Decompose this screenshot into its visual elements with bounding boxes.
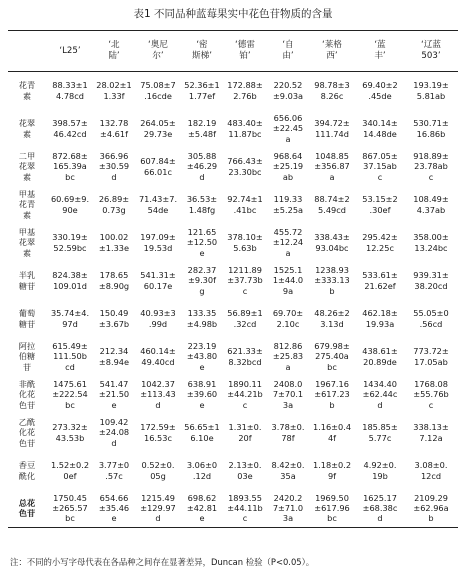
column-header: ‘密 斯梯’ [182,31,222,72]
table-cell: 71.43±7. 54de [138,194,178,215]
table-cell: 438.61± 20.89de [362,346,398,367]
table-cell: 698.62 ±42.81 e [182,490,222,528]
table-row [8,338,458,376]
table-footnote: 注：不同的小写字母代表在各品种之间存在显著差异，Duncan 检验（P<0.05）。 [10,557,315,567]
table-cell: 182.19 ±5.48f [187,118,217,139]
table-cell: 1215.49 ±129.97 d [134,490,182,528]
table-cell: 1042.37 ±113.43 d [140,378,176,410]
header-row [8,31,458,72]
table-cell: 56.65±1 6.10e [184,422,220,443]
table-cell: 2.13±0. 03e [228,460,262,481]
table-cell: 621.33± 8.32bcd [227,346,263,367]
table-cell: 1434.40 ±62.44c d [362,378,398,410]
row-label: 花青 素 [18,80,36,101]
table-cell: 56.89±1 .32cd [227,308,263,329]
table-cell: 366.96 ±30.59 d [98,150,130,182]
row-label: 二甲 花翠 素 [18,150,36,182]
row-label: 乙酰 化花 色苷 [18,416,36,448]
corner-cell [8,31,46,72]
table-cell: 69.40±2 .45de [362,80,398,101]
table-cell: 172.88± 2.76b [227,80,263,101]
table-cell: 109.42 ±24.08 d [98,416,130,448]
table-row [8,452,458,490]
table-cell: 872.68± 165.39a bc [52,150,88,182]
table-cell: 1211.89 ±37.73b c [227,264,263,296]
table-cell: 3.77±0 .57c [98,460,130,481]
table-cell: 541.31± 60.17e [140,270,176,291]
table-cell: 398.57± 46.42cd [52,118,88,139]
table-cell: 462.18± 19.93a [362,308,398,329]
table-cell: 223.19 ±43.80 e [186,340,218,372]
table-cell: 1475.61 ±222.54 bc [52,378,88,410]
table-cell: 1969.50 ±617.96 bc [308,490,356,528]
table-cell: 133.35 ±4.98b [186,308,218,329]
table-cell: 28.02±1 1.33f [96,80,132,101]
table-cell: 1.31±0. 20f [228,422,262,443]
table-cell: 55.05±0 .56cd [413,308,449,329]
table-row [8,376,458,414]
table-cell: 338.43± 93.04bc [314,232,350,253]
table-cell: 460.14± 49.40cd [140,346,176,367]
table-cell: 867.05± 37.15ab c [362,150,398,182]
table-cell: 615.49± 111.50b cd [52,340,88,372]
table-cell: 69.70± 2.10c [272,308,304,329]
table-row [8,72,458,110]
table-cell: 3.08±0. 12cd [414,460,448,481]
table-cell: 654.66 ±35.46 e [94,490,134,528]
row-label: 葡萄 糖苷 [18,308,36,329]
table-cell: 541.47 ±21.50 e [98,378,130,410]
table-cell: 40.93±3 .99d [140,308,176,329]
table-cell: 35.74±4. 97d [50,308,90,329]
table-cell: 340.14± 14.48de [362,118,398,139]
table-cell: 264.05± 29.73e [140,118,176,139]
column-header: ‘自 由’ [268,31,308,72]
table-cell: 92.74±1 .41bc [227,194,263,215]
column-header: ‘辽蓝 503’ [404,31,458,72]
table-cell: 1893.55 ±44.11b c [222,490,268,528]
column-header: ‘L25’ [46,31,94,72]
table-cell: 2109.29 ±62.96a b [404,490,458,528]
table-cell: 1750.45 ±265.57 bc [46,490,94,528]
table-cell: 394.72± 111.74d [314,118,350,139]
table-cell: 282.37 ±9.30f g [187,264,217,296]
table-cell: 4.92±0. 19b [363,460,397,481]
table-cell: 533.61± 21.62ef [362,270,398,291]
row-label: 花翠 素 [18,118,36,139]
table-cell: 121.65 ±12.50 e [186,226,218,258]
table-cell: 100.02 ±1.33e [98,232,130,253]
table-cell: 220.52 ±9.03a [272,80,304,101]
table-cell: 1890.11 ±44.21b c [227,378,263,410]
table-cell: 638.91 ±39.60 e [186,378,218,410]
table-cell: 295.42± 12.25c [362,232,398,253]
row-label: 总花 色苷 [8,490,46,528]
table-cell: 455.72 ±12.24 a [272,226,304,258]
table-cell: 358.00± 13.24bc [413,232,449,253]
table-cell: 88.74±2 5.49cd [314,194,350,215]
row-label: 甲基 花翠 素 [18,226,36,258]
table-cell: 812.86 ±25.83 a [272,340,304,372]
table-cell: 378.10± 5.63b [227,232,263,253]
table-cell: 26.89± 0.73g [98,194,130,215]
table-cell: 150.49 ±3.67b [98,308,130,329]
table-cell: 305.88 ±46.29 d [186,150,218,182]
table-cell: 98.78±3 8.26c [314,80,350,101]
table-cell: 939.31± 38.20cd [413,270,449,291]
table-cell: 330.19± 52.59bc [52,232,88,253]
row-label: 半乳 糖苷 [18,270,36,291]
table-row [8,262,458,300]
table-cell: 1.52±0.2 0ef [50,460,90,481]
table-cell: 824.38± 109.01d [52,270,88,291]
table-cell: 338.13± 7.12a [413,422,449,443]
table-row [8,300,458,338]
table-cell: 75.08±7 .16cde [140,80,176,101]
table-cell: 1048.85 ±356.87 a [314,150,350,182]
row-label: 阿拉 伯糖 苷 [18,340,36,372]
table-cell: 968.64 ±25.19 ab [272,150,304,182]
table-cell: 8.42±0. 35a [271,460,305,481]
table-cell: 53.15±2 .30ef [362,194,398,215]
table-cell: 273.32± 43.53b [52,422,88,443]
table-cell: 1.16±0.4 4f [312,422,352,443]
row-label: 甲基 花青 素 [18,188,36,220]
row-label: 非酰 化花 色苷 [18,378,36,410]
table-cell: 212.34 ±8.94e [98,346,130,367]
table-row [8,224,458,262]
table-cell: 679.98± 275.40a bc [314,340,350,372]
table-cell: 108.49± 4.37ab [413,194,449,215]
table-cell: 918.89± 23.78ab c [413,150,449,182]
row-label: 香豆 酰化 [18,460,36,481]
table-cell: 2408.0 7±70.1 3a [272,378,304,410]
table-row [8,110,458,148]
table-cell: 178.65 ±8.90g [98,270,130,291]
table-cell: 1238.93 ±333.13 b [314,264,350,296]
table-body [8,72,458,528]
table-cell: 119.33 ±5.25a [272,194,304,215]
table-cell: 773.72± 17.05ab [413,346,449,367]
table-cell: 88.33±1 4.78cd [52,80,88,101]
table-cell: 3.78±0. 78f [271,422,305,443]
table-cell: 766.43± 23.30bc [227,156,263,177]
table-row [8,186,458,224]
table-cell: 197.09± 19.53d [140,232,176,253]
table-cell: 60.69±9. 90e [50,194,90,215]
column-header: ‘奥尼 尔’ [134,31,182,72]
table-cell: 483.40± 11.87bc [227,118,263,139]
table-cell: 52.36±1 1.77ef [184,80,220,101]
table-cell: 1.18±0.2 9f [312,460,352,481]
column-header: ‘德雷 铂’ [222,31,268,72]
table-row [8,490,458,528]
table-cell: 193.19± 5.81ab [413,80,449,101]
table-title: 表1 不同品种蓝莓果实中花色苷物质的含量 [133,8,333,20]
table-cell: 132.78 ±4.61f [99,118,129,139]
table-row [8,414,458,452]
table-cell: 3.06±0 .12d [186,460,218,481]
column-header: ‘北 陆’ [94,31,134,72]
table-cell: 2420.2 7±71.0 3a [268,490,308,528]
table-cell: 1967.16 ±617.23 b [314,378,350,410]
column-header: ‘莱格 西’ [308,31,356,72]
table-cell: 607.84± 66.01c [140,156,176,177]
table-cell: 530.71± 16.86b [413,118,449,139]
table-cell: 1525.1 1±44.0 9a [272,264,304,296]
table-cell: 36.53± 1.48fg [186,194,218,215]
column-header: ‘蓝 丰’ [356,31,404,72]
anthocyanin-table [8,30,458,528]
table-row [8,148,458,186]
table-cell: 185.85± 5.77c [362,422,398,443]
table-cell: 48.26±2 3.13d [314,308,350,329]
table-cell: 172.59± 16.53c [140,422,176,443]
table-cell: 1768.08 ±55.76b c [413,378,449,410]
table-cell: 0.52±0. 05g [141,460,175,481]
table-cell: 1625.17 ±68.38c d [356,490,404,528]
table-cell: 656.06 ±22.45 a [272,112,304,144]
